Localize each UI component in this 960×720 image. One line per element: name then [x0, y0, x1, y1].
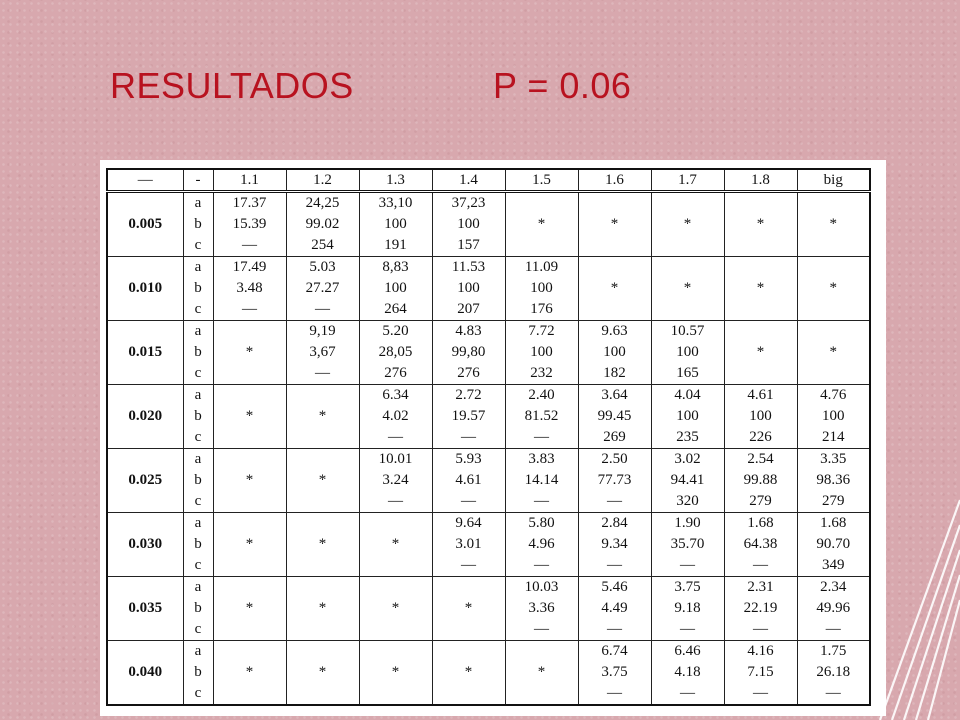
table-cell	[651, 257, 724, 321]
cell-value: 99.02	[305, 216, 340, 232]
table-cell	[724, 641, 797, 706]
cell-value: —	[753, 621, 768, 637]
cell-value: —	[607, 493, 622, 509]
table-cell	[797, 513, 870, 577]
table-cell	[286, 577, 359, 641]
cell-value: 279	[749, 493, 772, 509]
sublabel: a	[194, 579, 202, 595]
cell-value: 4.76	[820, 387, 847, 403]
cell-star-marker: *	[464, 600, 473, 616]
table-cell	[432, 385, 505, 449]
cell-value: 3.48	[236, 280, 263, 296]
table-cell	[286, 321, 359, 385]
table-cell	[578, 449, 651, 513]
cell-value: 254	[311, 237, 334, 253]
column-header: 1.7	[651, 169, 724, 192]
table-cell	[286, 385, 359, 449]
column-header: 1.2	[286, 169, 359, 192]
cell-value: 37,23	[451, 195, 486, 211]
cell-value: 100	[676, 344, 699, 360]
cell-value: 64.38	[743, 536, 778, 552]
cell-value: 2.34	[820, 579, 847, 595]
table-cell	[578, 641, 651, 706]
table-cell	[213, 641, 286, 706]
table-cell	[651, 577, 724, 641]
table-cell	[797, 577, 870, 641]
cell-value: —	[753, 685, 768, 701]
cell-value: 264	[384, 301, 407, 317]
sublabel: c	[194, 301, 202, 317]
cell-star-marker: *	[245, 600, 254, 616]
table-row	[107, 641, 870, 706]
table-cell	[578, 257, 651, 321]
cell-value: 276	[457, 365, 480, 381]
cell-value: 9.63	[601, 323, 628, 339]
table-cell	[505, 449, 578, 513]
cell-value: 4.61	[747, 387, 774, 403]
column-header: 1.3	[359, 169, 432, 192]
cell-star-marker: *	[318, 408, 327, 424]
row-header-value: 0.025	[107, 449, 183, 513]
table-cell	[432, 641, 505, 706]
cell-value: 232	[530, 365, 553, 381]
table-cell	[651, 192, 724, 257]
column-header: 1.8	[724, 169, 797, 192]
cell-value: 5.20	[382, 323, 409, 339]
cell-value: 235	[676, 429, 699, 445]
cell-value: 4.49	[601, 600, 628, 616]
cell-value: 99.45	[597, 408, 632, 424]
cell-value: 15.39	[232, 216, 267, 232]
cell-star-marker: *	[610, 280, 619, 296]
cell-value: 4.04	[674, 387, 701, 403]
table-cell	[578, 513, 651, 577]
table-cell	[213, 449, 286, 513]
sublabel: c	[194, 557, 202, 573]
table-cell	[724, 257, 797, 321]
sublabel: b	[194, 536, 202, 552]
cell-value: —	[534, 557, 549, 573]
cell-value: 214	[822, 429, 845, 445]
row-sublabels	[183, 385, 213, 449]
cell-star-marker: *	[245, 664, 254, 680]
cell-value: 100	[384, 280, 407, 296]
cell-value: —	[534, 621, 549, 637]
slide-subtitle-p-value: P = 0.06	[493, 65, 632, 106]
table-cell	[213, 321, 286, 385]
cell-value: —	[607, 621, 622, 637]
cell-value: —	[825, 685, 841, 701]
sublabel: c	[194, 685, 202, 701]
cell-value: 5.80	[528, 515, 555, 531]
cell-value: 8,83	[382, 259, 409, 275]
cell-value: 269	[603, 429, 626, 445]
cell-value: 6.46	[674, 643, 701, 659]
table-cell	[432, 192, 505, 257]
table-row	[107, 449, 870, 513]
sublabel: c	[194, 365, 202, 381]
table-cell	[797, 385, 870, 449]
cell-value: 17.37	[232, 195, 267, 211]
cell-value: 98.36	[816, 472, 851, 488]
table-cell	[797, 192, 870, 257]
table-cell	[359, 577, 432, 641]
results-table	[106, 168, 871, 706]
cell-value: 5.46	[601, 579, 628, 595]
cell-value: 6.34	[382, 387, 409, 403]
corner-label-header: -	[183, 169, 213, 192]
table-cell	[724, 321, 797, 385]
cell-star-marker: *	[245, 472, 254, 488]
cell-star-marker: *	[318, 536, 327, 552]
cell-value: 3.64	[601, 387, 628, 403]
table-cell	[724, 385, 797, 449]
table-cell	[724, 577, 797, 641]
table-cell	[578, 192, 651, 257]
table-cell	[286, 192, 359, 257]
row-header-value: 0.010	[107, 257, 183, 321]
cell-star-marker: *	[829, 280, 837, 296]
cell-value: —	[242, 237, 257, 253]
sublabel: b	[194, 408, 202, 424]
table-cell	[359, 641, 432, 706]
table-cell	[578, 385, 651, 449]
table-row	[107, 321, 870, 385]
cell-value: 100	[457, 280, 480, 296]
cell-value: —	[315, 365, 330, 381]
cell-value: —	[388, 493, 403, 509]
cell-value: 9,19	[309, 323, 336, 339]
row-header-value: 0.020	[107, 385, 183, 449]
row-sublabels	[183, 449, 213, 513]
cell-value: 3.24	[382, 472, 409, 488]
cell-value: 49.96	[816, 600, 851, 616]
table-cell	[797, 257, 870, 321]
cell-star-marker: *	[829, 344, 837, 360]
cell-value: 157	[457, 237, 480, 253]
cell-star-marker: *	[829, 216, 837, 232]
sublabel: a	[194, 515, 202, 531]
cell-star-marker: *	[756, 216, 765, 232]
table-cell	[651, 513, 724, 577]
cell-value: 10.57	[670, 323, 705, 339]
cell-star-marker: *	[610, 216, 619, 232]
table-cell	[359, 513, 432, 577]
cell-value: —	[680, 685, 695, 701]
cell-value: 4.96	[528, 536, 555, 552]
row-header-value: 0.035	[107, 577, 183, 641]
table-cell	[724, 513, 797, 577]
table-cell	[505, 321, 578, 385]
column-header: 1.4	[432, 169, 505, 192]
cell-star-marker: *	[537, 216, 546, 232]
cell-value: 99.88	[743, 472, 778, 488]
cell-value: 6.74	[601, 643, 628, 659]
cell-value: 182	[603, 365, 626, 381]
table-cell	[359, 192, 432, 257]
cell-value: 11.53	[451, 259, 486, 275]
row-sublabels	[183, 513, 213, 577]
cell-value: 17.49	[232, 259, 267, 275]
table-cell	[213, 513, 286, 577]
corner-header: —	[107, 169, 183, 192]
sublabel: b	[194, 280, 202, 296]
cell-value: 1.75	[820, 643, 847, 659]
sublabel: c	[194, 237, 202, 253]
cell-star-marker: *	[464, 664, 473, 680]
cell-value: —	[461, 493, 476, 509]
row-header-value: 0.040	[107, 641, 183, 706]
cell-value: —	[388, 429, 403, 445]
table-cell	[359, 257, 432, 321]
cell-star-marker: *	[391, 536, 400, 552]
row-sublabels	[183, 577, 213, 641]
cell-value: —	[534, 429, 549, 445]
cell-value: 27.27	[305, 280, 340, 296]
table-cell	[505, 513, 578, 577]
cell-star-marker: *	[318, 664, 327, 680]
cell-value: 28,05	[378, 344, 413, 360]
table-cell	[213, 257, 286, 321]
cell-value: —	[242, 301, 257, 317]
row-sublabels	[183, 257, 213, 321]
table-cell	[651, 641, 724, 706]
sublabel: c	[194, 493, 202, 509]
cell-star-marker: *	[391, 600, 400, 616]
cell-value: 3.36	[528, 600, 555, 616]
sublabel: a	[194, 323, 202, 339]
cell-value: 22.19	[743, 600, 778, 616]
table-cell	[213, 385, 286, 449]
cell-value: 100	[530, 344, 553, 360]
cell-value: 3.02	[674, 451, 701, 467]
table-cell	[797, 321, 870, 385]
table-cell	[432, 321, 505, 385]
cell-value: 14.14	[524, 472, 559, 488]
cell-value: —	[680, 557, 695, 573]
cell-value: —	[461, 557, 476, 573]
cell-value: 26.18	[816, 664, 851, 680]
table-cell	[651, 449, 724, 513]
cell-value: 4.61	[455, 472, 482, 488]
table-row	[107, 513, 870, 577]
row-header-value: 0.030	[107, 513, 183, 577]
cell-value: —	[534, 493, 549, 509]
cell-value: 1.68	[820, 515, 847, 531]
table-cell	[651, 385, 724, 449]
cell-value: 3.83	[528, 451, 555, 467]
cell-value: 99,80	[451, 344, 486, 360]
cell-value: —	[680, 621, 695, 637]
sublabel: b	[194, 216, 202, 232]
cell-value: 349	[822, 557, 845, 573]
sublabel: a	[194, 259, 202, 275]
cell-star-marker: *	[318, 600, 327, 616]
cell-star-marker: *	[756, 280, 765, 296]
sublabel: b	[194, 664, 202, 680]
cell-value: 3.35	[820, 451, 847, 467]
table-cell	[286, 513, 359, 577]
cell-value: 11.09	[524, 259, 559, 275]
cell-value: 1.68	[747, 515, 774, 531]
cell-star-marker: *	[683, 280, 692, 296]
table-cell	[505, 192, 578, 257]
cell-star-marker: *	[318, 472, 327, 488]
cell-value: 7.15	[747, 664, 774, 680]
sublabel: c	[194, 429, 202, 445]
table-header-row	[107, 169, 870, 192]
table-cell	[359, 321, 432, 385]
table-row	[107, 192, 870, 257]
table-cell	[286, 257, 359, 321]
cell-value: 100	[384, 216, 407, 232]
cell-star-marker: *	[756, 344, 765, 360]
table-cell	[213, 192, 286, 257]
cell-value: 1.90	[674, 515, 701, 531]
table-cell	[797, 641, 870, 706]
cell-value: 10.01	[378, 451, 413, 467]
cell-value: 2.54	[747, 451, 774, 467]
cell-value: 3,67	[309, 344, 336, 360]
table-cell	[286, 641, 359, 706]
table-row	[107, 577, 870, 641]
cell-value: 100	[749, 408, 772, 424]
table-cell	[213, 577, 286, 641]
cell-value: 3.01	[455, 536, 482, 552]
cell-value: 10.03	[524, 579, 559, 595]
sublabel: b	[194, 600, 202, 616]
table-cell	[505, 257, 578, 321]
table-cell	[286, 449, 359, 513]
table-row	[107, 257, 870, 321]
cell-value: 4.83	[455, 323, 482, 339]
cell-value: —	[315, 301, 330, 317]
cell-value: 3.75	[674, 579, 701, 595]
cell-value: 5.03	[309, 259, 336, 275]
table-cell	[432, 577, 505, 641]
column-header: 1.5	[505, 169, 578, 192]
row-sublabels	[183, 321, 213, 385]
cell-value: 5.93	[455, 451, 482, 467]
cell-value: 226	[749, 429, 772, 445]
cell-value: 9.34	[601, 536, 628, 552]
sublabel: b	[194, 344, 202, 360]
cell-value: 100	[822, 408, 845, 424]
cell-star-marker: *	[391, 664, 400, 680]
sublabel: a	[194, 387, 202, 403]
cell-value: 2.50	[601, 451, 628, 467]
cell-value: 100	[457, 216, 480, 232]
table-cell	[578, 577, 651, 641]
column-header: 1.6	[578, 169, 651, 192]
row-sublabels	[183, 192, 213, 257]
cell-star-marker: *	[245, 536, 254, 552]
cell-value: 4.02	[382, 408, 409, 424]
cell-value: 3.75	[601, 664, 628, 680]
row-header-value: 0.015	[107, 321, 183, 385]
table-cell	[797, 449, 870, 513]
sublabel: a	[194, 643, 202, 659]
table-row	[107, 385, 870, 449]
table-cell	[432, 257, 505, 321]
cell-value: 4.18	[674, 664, 701, 680]
sublabel: a	[194, 451, 202, 467]
table-cell	[432, 513, 505, 577]
cell-value: 19.57	[451, 408, 486, 424]
cell-star-marker: *	[245, 408, 254, 424]
row-sublabels	[183, 641, 213, 706]
table-cell	[359, 449, 432, 513]
cell-star-marker: *	[245, 344, 254, 360]
cell-value: 191	[384, 237, 407, 253]
cell-value: 90.70	[816, 536, 851, 552]
cell-value: —	[461, 429, 476, 445]
table-body	[107, 192, 870, 706]
sublabel: a	[194, 195, 202, 211]
cell-value: 100	[676, 408, 699, 424]
results-table-panel	[100, 160, 886, 716]
cell-value: 9.64	[455, 515, 482, 531]
cell-value: —	[825, 621, 841, 637]
cell-value: 33,10	[378, 195, 413, 211]
table-cell	[724, 449, 797, 513]
sublabel: b	[194, 472, 202, 488]
sublabel: c	[194, 621, 202, 637]
cell-value: 2.72	[455, 387, 482, 403]
cell-value: 100	[530, 280, 553, 296]
cell-value: 7.72	[528, 323, 555, 339]
table-cell	[578, 321, 651, 385]
table-cell	[505, 577, 578, 641]
slide-title: RESULTADOS	[110, 65, 354, 106]
cell-value: —	[753, 557, 768, 573]
cell-value: 2.31	[747, 579, 774, 595]
cell-value: 77.73	[597, 472, 632, 488]
table-cell	[505, 385, 578, 449]
cell-value: 2.84	[601, 515, 628, 531]
cell-value: 81.52	[524, 408, 559, 424]
cell-value: 35.70	[670, 536, 705, 552]
column-header: 1.1	[213, 169, 286, 192]
column-header: big	[797, 169, 870, 192]
cell-value: 207	[457, 301, 480, 317]
cell-value: —	[607, 557, 622, 573]
cell-star-marker: *	[537, 664, 546, 680]
cell-value: 9.18	[674, 600, 701, 616]
cell-value: 94.41	[670, 472, 705, 488]
cell-value: 320	[676, 493, 699, 509]
table-cell	[505, 641, 578, 706]
cell-value: 100	[603, 344, 626, 360]
table-cell	[724, 192, 797, 257]
row-header-value: 0.005	[107, 192, 183, 257]
cell-value: 24,25	[305, 195, 340, 211]
cell-star-marker: *	[683, 216, 692, 232]
table-cell	[651, 321, 724, 385]
cell-value: 276	[384, 365, 407, 381]
cell-value: 279	[822, 493, 845, 509]
cell-value: 4.16	[747, 643, 774, 659]
cell-value: 2.40	[528, 387, 555, 403]
cell-value: 176	[530, 301, 553, 317]
cell-value: —	[607, 685, 622, 701]
table-cell	[432, 449, 505, 513]
cell-value: 165	[676, 365, 699, 381]
table-cell	[359, 385, 432, 449]
